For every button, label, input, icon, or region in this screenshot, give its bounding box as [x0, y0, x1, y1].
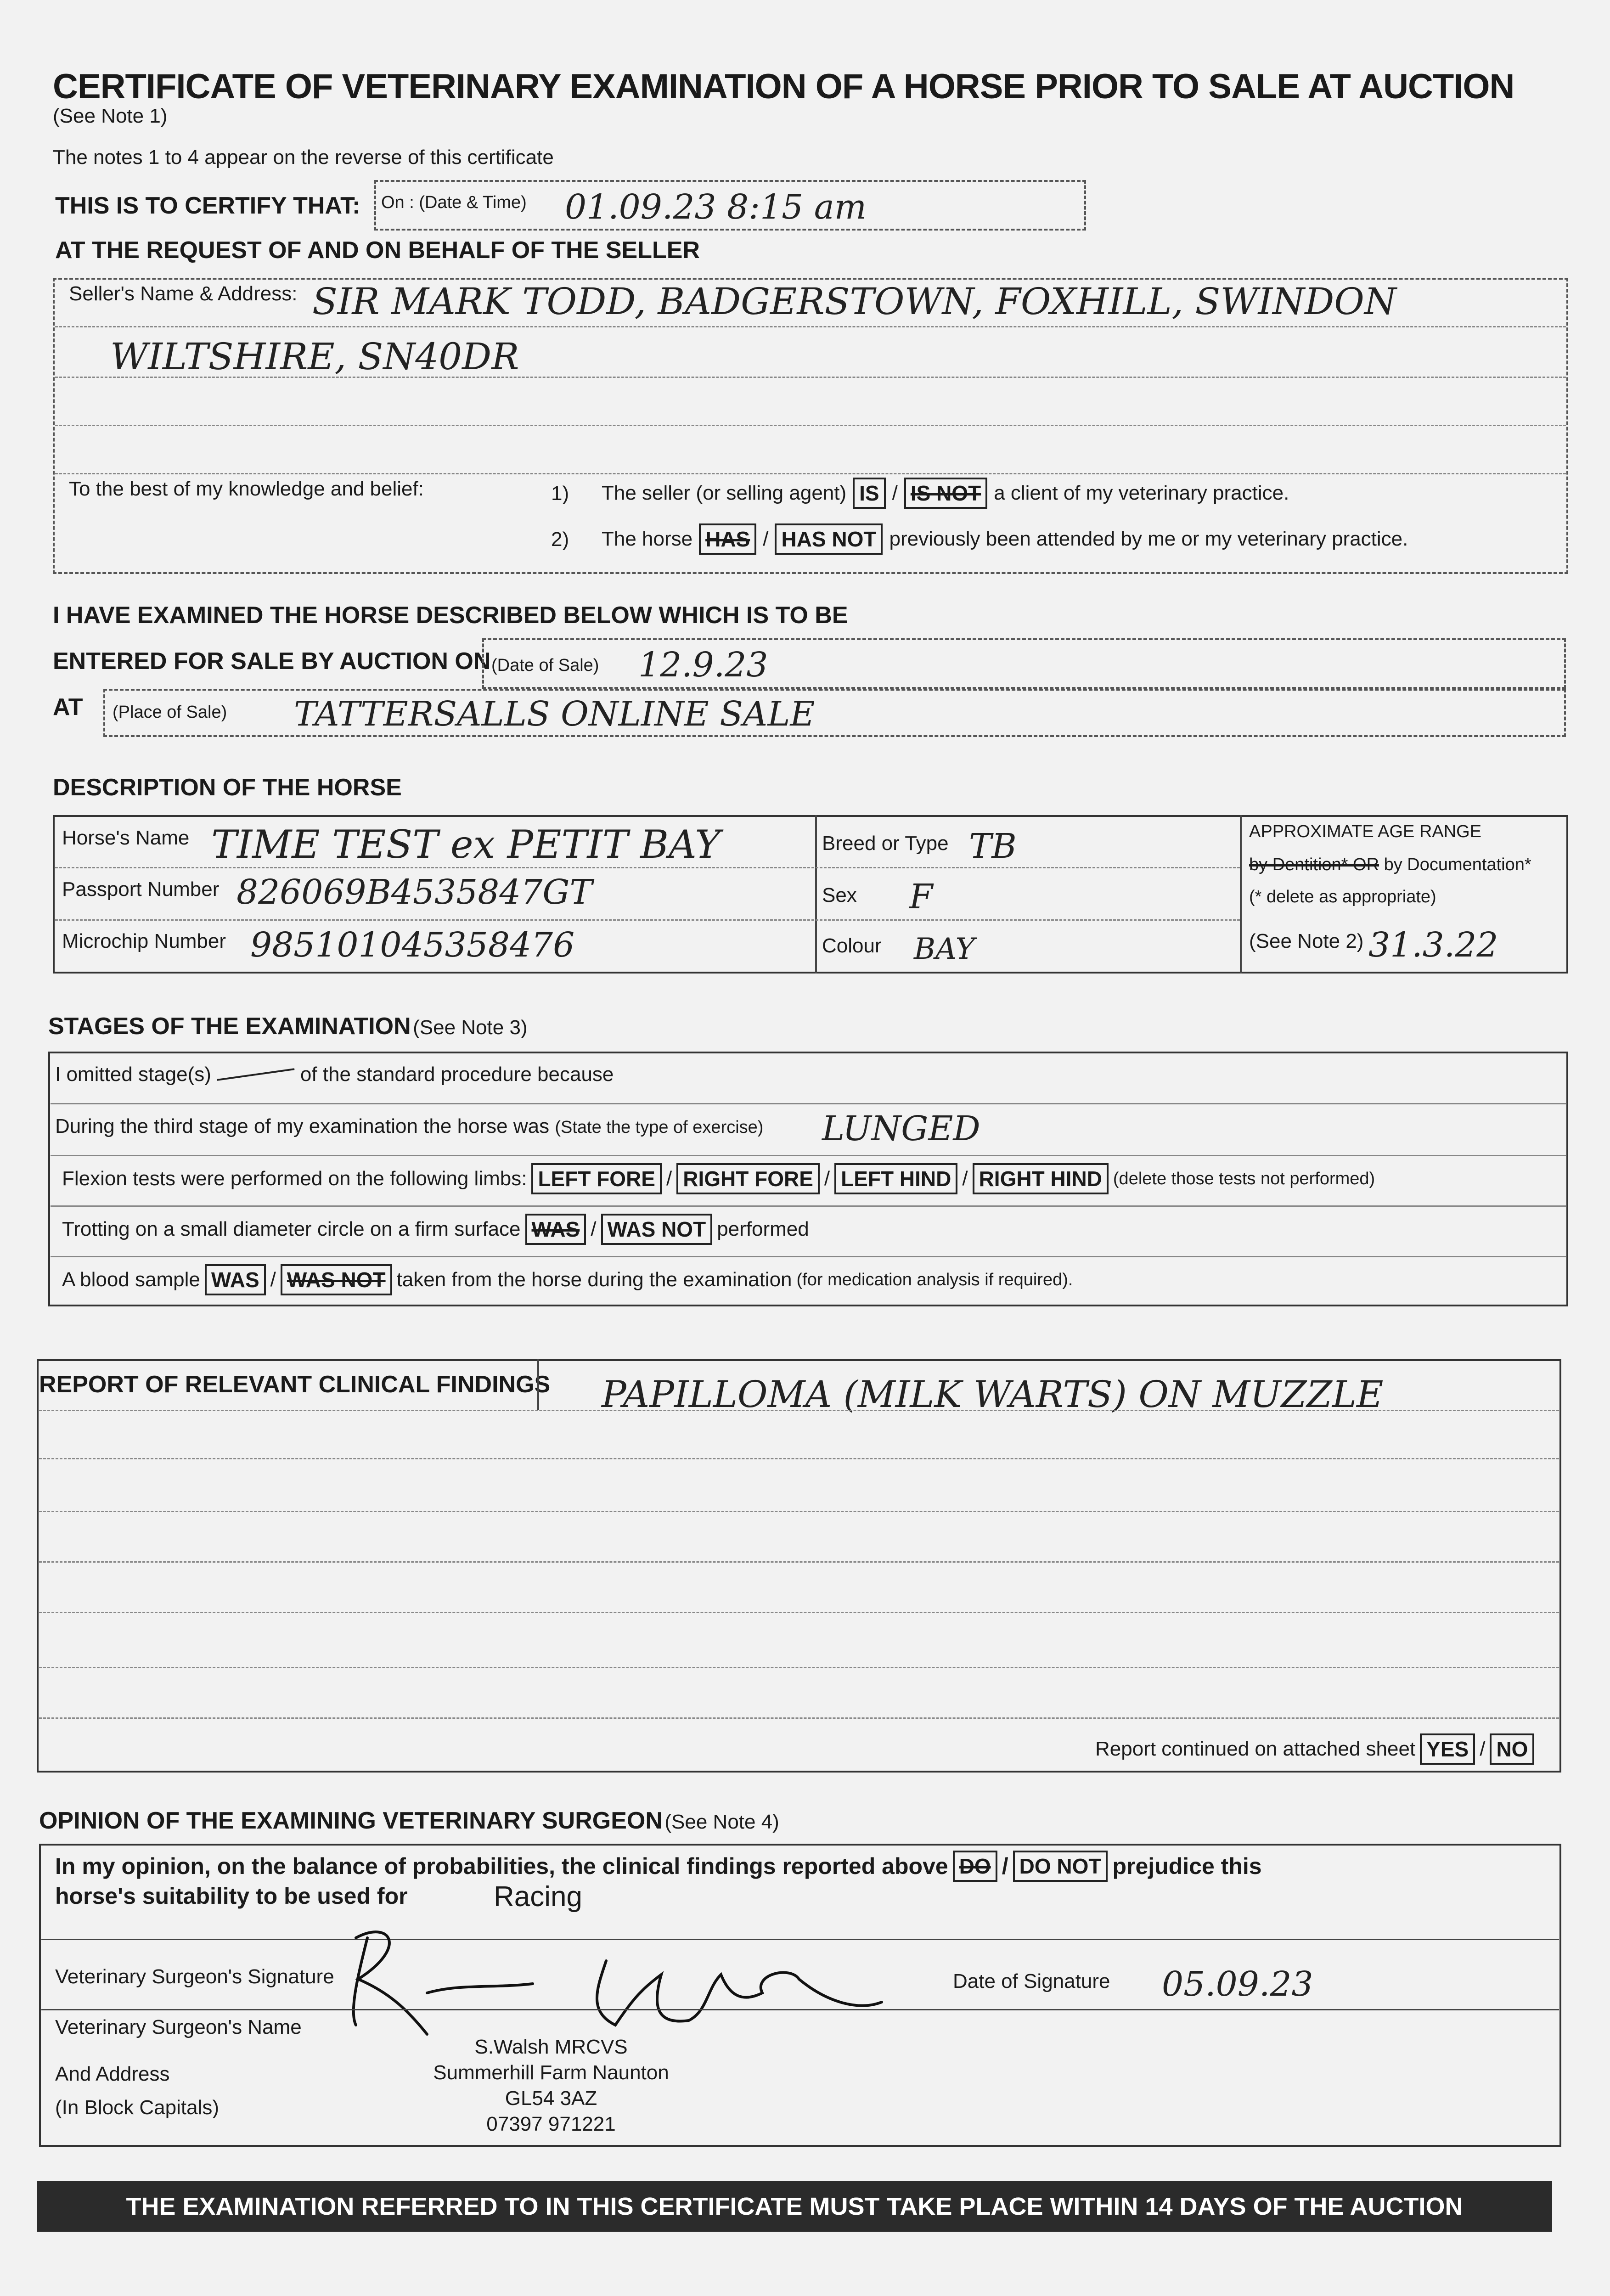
limb-right-hind[interactable]: RIGHT HIND: [973, 1163, 1109, 1194]
seller-label: Seller's Name & Address:: [69, 282, 298, 305]
sale-date-value: 12.9.23: [638, 645, 768, 685]
certificate-title: CERTIFICATE OF VETERINARY EXAMINATION OF A HORSE PRIOR TO SALE AT AUCTION: [53, 67, 1514, 106]
request-line: AT THE REQUEST OF AND ON BEHALF OF THE SELLER: [55, 237, 700, 264]
age-value: 31.3.22: [1368, 925, 1498, 965]
vet-name-label: Veterinary Surgeon's Name: [55, 2016, 302, 2038]
sale-place-label: (Place of Sale): [113, 703, 227, 722]
report-continued-yes[interactable]: YES: [1420, 1733, 1475, 1765]
opinion-use-value: Racing: [494, 1881, 582, 1913]
opinion-text: In my opinion, on the balance of probabilities, the clinical findings reported above DO / DO NOT prejudice this: [55, 1851, 1262, 1882]
opinion-do-not[interactable]: DO NOT: [1013, 1851, 1108, 1882]
statement-2-number: 2): [551, 528, 569, 551]
report-box: [37, 1359, 1561, 1773]
third-stage-line: During the third stage of my examination the horse was (State the type of exercise): [55, 1115, 764, 1137]
vet-signature: [340, 1919, 909, 2039]
vet-phone: 07397 971221: [486, 2113, 616, 2135]
sale-date-label: (Date of Sale): [491, 656, 599, 675]
sex-label: Sex: [822, 884, 857, 906]
opinion-heading: OPINION OF THE EXAMINING VETERINARY SURGEON (See Note 4): [39, 1807, 779, 1834]
sale-heading: I HAVE EXAMINED THE HORSE DESCRIBED BELOW WHICH IS TO BE: [53, 602, 848, 629]
sex-value: F: [909, 877, 933, 917]
signature-date-label: Date of Signature: [953, 1970, 1110, 1992]
opinion-do[interactable]: DO: [953, 1851, 997, 1882]
blood-sample-line: A blood sample WAS / WAS NOT taken from the horse during the examination (for medication analysis if required).: [62, 1264, 1073, 1295]
colour-label: Colour: [822, 934, 882, 957]
trotting-was[interactable]: WAS: [525, 1214, 586, 1245]
trotting-was-not[interactable]: WAS NOT: [601, 1214, 713, 1245]
limb-left-fore[interactable]: LEFT FORE: [531, 1163, 662, 1194]
statement-1: The seller (or selling agent) IS / IS NOT a client of my veterinary practice.: [602, 478, 1289, 509]
trotting-line: Trotting on a small diameter circle on a firm surface WAS / WAS NOT performed: [62, 1214, 809, 1245]
statement-2: The horse HAS / HAS NOT previously been attended by me or my veterinary practice.: [602, 523, 1408, 555]
vet-address-line1: Summerhill Farm Naunton: [433, 2061, 669, 2084]
horse-name-value: TIME TEST ex PETIT BAY: [211, 822, 721, 867]
option-is-not[interactable]: IS NOT: [904, 478, 987, 509]
option-has-not[interactable]: HAS NOT: [775, 523, 883, 555]
blood-was[interactable]: WAS: [205, 1264, 266, 1295]
vet-name: S.Walsh MRCVS: [474, 2036, 628, 2058]
signature-label: Veterinary Surgeon's Signature: [55, 1965, 334, 1988]
report-continued: Report continued on attached sheet YES / NO: [1095, 1733, 1534, 1765]
certify-label: THIS IS TO CERTIFY THAT:: [55, 192, 360, 219]
stages-heading: STAGES OF THE EXAMINATION (See Note 3): [48, 1013, 528, 1040]
opinion-text-line2: horse's suitability to be used for: [55, 1883, 408, 1909]
report-continued-no[interactable]: NO: [1490, 1733, 1534, 1765]
see-note-1: (See Note 1): [53, 105, 168, 127]
option-is[interactable]: IS: [853, 478, 885, 509]
seller-line1: SIR MARK TODD, BADGERSTOWN, FOXHILL, SWINDON: [312, 280, 1396, 323]
age-options: [1249, 855, 1531, 875]
vet-address-line2: GL54 3AZ: [505, 2087, 597, 2110]
sale-at: AT: [53, 694, 83, 720]
age-see-note: (See Note 2): [1249, 930, 1364, 952]
notes-line: The notes 1 to 4 appear on the reverse of this certificate: [53, 146, 554, 169]
report-heading: REPORT OF RELEVANT CLINICAL FINDINGS: [39, 1371, 551, 1398]
age-by-dentition: by Dentition* OR: [1249, 855, 1379, 874]
age-delete-note: (* delete as appropriate): [1249, 887, 1436, 906]
seller-line2: WILTSHIRE, SN40DR: [110, 335, 519, 378]
passport-label: Passport Number: [62, 878, 220, 900]
exam-datetime-value: 01.09.23 8:15 am: [565, 187, 867, 227]
exam-datetime-label: On : (Date & Time): [381, 193, 527, 212]
microchip-value: 985101045358476: [250, 925, 575, 965]
sale-place-value: TATTERSALLS ONLINE SALE: [294, 694, 815, 734]
limb-left-hind[interactable]: LEFT HIND: [834, 1163, 957, 1194]
description-heading: DESCRIPTION OF THE HORSE: [53, 774, 402, 801]
option-has[interactable]: HAS: [699, 523, 756, 555]
colour-value: BAY: [914, 932, 975, 966]
omitted-stages: I omitted stage(s) of the standard procedure because: [55, 1063, 614, 1086]
report-value: PAPILLOMA (MILK WARTS) ON MUZZLE: [602, 1373, 1384, 1416]
age-title: APPROXIMATE AGE RANGE: [1249, 822, 1482, 841]
vet-name-address: [413, 2034, 689, 2137]
age-by-documentation: by Documentation*: [1384, 855, 1531, 874]
knowledge-label: To the best of my knowledge and belief:: [69, 478, 424, 500]
horse-name-label: Horse's Name: [62, 827, 190, 849]
blood-was-not[interactable]: WAS NOT: [281, 1264, 392, 1295]
microchip-label: Microchip Number: [62, 930, 226, 952]
footer-notice: THE EXAMINATION REFERRED TO IN THIS CERTIFICATE MUST TAKE PLACE WITHIN 14 DAYS OF THE AUCTION: [37, 2181, 1552, 2232]
flexion-tests: Flexion tests were performed on the following limbs: LEFT FORE / RIGHT FORE / LEFT HIND / RIGHT HIND (delete those tests not performed): [62, 1163, 1375, 1194]
third-stage-value: LUNGED: [822, 1109, 980, 1148]
breed-label: Breed or Type: [822, 832, 949, 855]
signature-date-value: 05.09.23: [1162, 1964, 1313, 2004]
sale-entered: ENTERED FOR SALE BY AUCTION ON: [53, 648, 491, 675]
passport-value: 826069B4535847GT: [236, 872, 592, 912]
block-capitals-note: (In Block Capitals): [55, 2096, 220, 2119]
vet-address-label: And Address: [55, 2063, 170, 2085]
limb-right-fore[interactable]: RIGHT FORE: [676, 1163, 820, 1194]
statement-1-number: 1): [551, 482, 569, 505]
breed-value: TB: [969, 827, 1017, 866]
